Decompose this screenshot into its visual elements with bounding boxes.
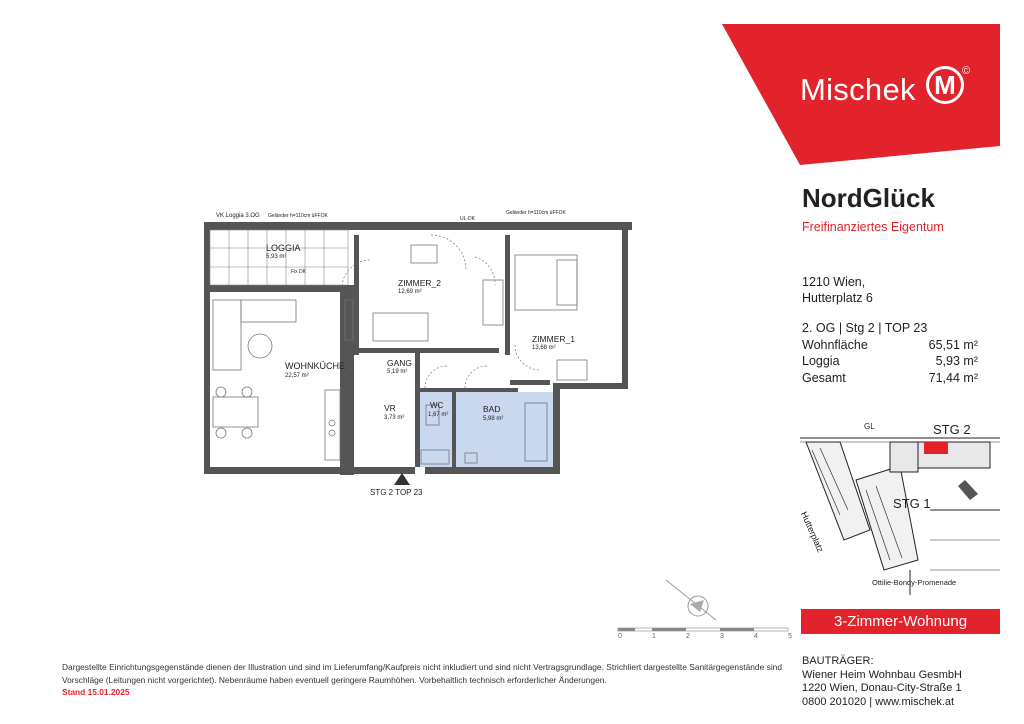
railing-note: Geländer h=110cm üFFOK	[506, 210, 566, 216]
scale-tick: 4	[754, 633, 758, 640]
developer-contact: 0800 201020 | www.mischek.at	[802, 695, 955, 708]
scale-tick: 2	[686, 633, 690, 640]
address-city: 1210 Wien,	[802, 275, 866, 289]
scale-ticks	[618, 633, 798, 643]
room-name: ZIMMER_1	[532, 334, 575, 344]
brand-logo-text: Mischek	[800, 72, 916, 107]
unit-id-row	[802, 321, 978, 338]
area-row	[802, 371, 978, 388]
site-gl-label: GL	[864, 422, 875, 431]
address-street: Hutterplatz 6	[802, 291, 873, 305]
area-value: 65,51 m²	[928, 337, 978, 352]
area-row	[802, 354, 978, 371]
stand-date: Stand 15.01.2025	[62, 687, 130, 697]
window-note: UL-DK	[460, 216, 476, 222]
room-area: 5,93 m²	[266, 254, 287, 260]
unit-facts	[802, 321, 978, 387]
site-street-label: Hutterplatz	[798, 510, 826, 554]
disclaimer	[62, 661, 782, 699]
floor-plan	[195, 205, 635, 510]
developer-block	[802, 655, 962, 709]
fix-note: Fix DK	[291, 269, 306, 275]
room-name: LOGGIA	[266, 243, 301, 253]
project-subtitle: Freifinanziertes Eigentum	[802, 220, 944, 234]
area-label: Gesamt	[802, 370, 846, 385]
unit-id: 2. OG | Stg 2 | TOP 23	[802, 321, 928, 335]
room-name: ZIMMER_2	[398, 278, 441, 288]
developer-heading: BAUTRÄGER:	[802, 655, 874, 667]
stg2-marker	[924, 442, 948, 454]
room-area: 3,73 m²	[384, 415, 405, 421]
north-arrow-icon	[662, 576, 722, 626]
site-stg2-label: STG 2	[933, 422, 971, 437]
area-row	[802, 338, 978, 355]
disclaimer-text: Dargestellte Einrichtungsgegenstände dienen der Illustration und sind im Lieferumfang/Kaufpreis nicht inkludiert und sind nicht Vertragsgrundlage. Strichliert dargestellte Sanitärgegenstände sind Vorschläge (Leitungen nicht vorgerichtet). Nebenräume haben eventuell geringere Raumhöhen. Vorbehaltlich technisch erforderlicher Änderungen.	[62, 662, 782, 685]
developer-name: Wiener Heim Wohnbau GesmbH	[802, 668, 962, 681]
scale-tick: 1	[652, 633, 656, 640]
scale-tick: 3	[720, 633, 724, 640]
site-stg1-label: STG 1	[893, 496, 931, 511]
brand-logo-mark: M	[926, 66, 964, 104]
area-value: 71,44 m²	[928, 370, 978, 385]
room-area: 13,68 m²	[532, 345, 556, 351]
loggia-top-note: VK Loggia 3.OG	[216, 213, 260, 219]
area-label: Loggia	[802, 354, 840, 368]
room-name: BAD	[483, 404, 501, 414]
room-name: WC	[430, 401, 444, 410]
developer-address: 1220 Wien, Donau-City-Straße 1	[802, 682, 962, 694]
room-name: WOHNKÜCHE	[285, 361, 345, 371]
room-area: 1,67 m²	[428, 412, 449, 418]
room-area: 5,19 m²	[387, 369, 408, 375]
site-promenade-label: Ottilie-Bondy-Promenade	[872, 578, 957, 587]
brand-registered-mark: ©	[962, 65, 971, 77]
scale-tick: 5	[788, 633, 792, 640]
room-name: GANG	[387, 358, 413, 368]
entrance-label: STG 2 TOP 23	[370, 488, 423, 497]
entrance-arrow-icon	[394, 473, 410, 487]
room-area: 12,69 m²	[398, 289, 422, 295]
room-name: VR	[384, 403, 396, 413]
scale-tick: 0	[618, 633, 622, 640]
room-area: 5,98 m²	[483, 416, 504, 422]
apartment-type-badge: 3-Zimmer-Wohnung	[801, 609, 1000, 634]
area-value: 5,93 m²	[935, 354, 978, 368]
railing-note: Geländer h=110cm üFFOK	[268, 213, 328, 219]
area-label: Wohnfläche	[802, 337, 868, 352]
project-title: NordGlück	[802, 183, 935, 213]
room-area: 22,57 m²	[285, 373, 309, 379]
